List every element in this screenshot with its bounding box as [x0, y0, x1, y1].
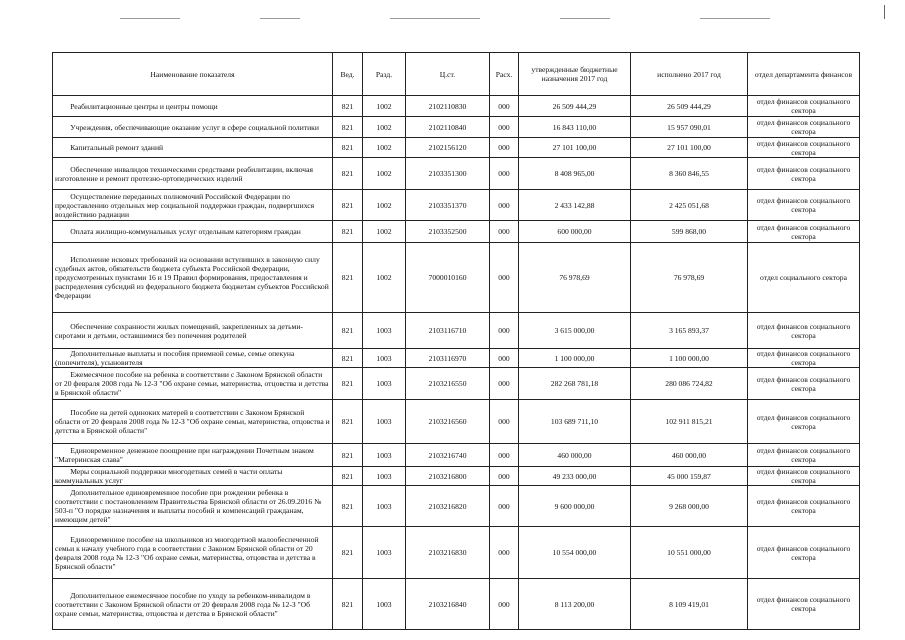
header-dept: отдел департамента финансов — [748, 53, 860, 96]
cell-executed: 27 101 100,00 — [631, 138, 748, 158]
cell-dept: отдел финансов социального сектора — [748, 349, 860, 368]
cell-approved: 8 408 965,00 — [519, 158, 631, 190]
cell-name: Учреждения, обеспечивающие оказание услуг в сфере социальной политики — [53, 117, 333, 138]
cell-ved: 821 — [333, 158, 363, 190]
table-row — [53, 243, 860, 313]
cell-ved: 821 — [333, 467, 363, 486]
table-row — [53, 158, 860, 190]
cell-ved: 821 — [333, 368, 363, 400]
cell-approved: 3 615 000,00 — [519, 313, 631, 349]
header-executed: исполнено 2017 год — [631, 53, 748, 96]
cell-dept: отдел финансов социального сектора — [748, 313, 860, 349]
table-header-row — [53, 53, 860, 96]
cell-ved: 821 — [333, 117, 363, 138]
cell-razd: 1002 — [363, 96, 406, 117]
cell-executed: 599 868,00 — [631, 221, 748, 243]
cell-razd: 1003 — [363, 486, 406, 527]
cell-cst: 2103216740 — [406, 444, 490, 467]
cell-ved: 821 — [333, 313, 363, 349]
cell-ved: 821 — [333, 221, 363, 243]
cell-razd: 1003 — [363, 579, 406, 630]
cell-approved: 27 101 100,00 — [519, 138, 631, 158]
cell-ved: 821 — [333, 579, 363, 630]
cell-approved: 9 600 000,00 — [519, 486, 631, 527]
table-row — [53, 221, 860, 243]
cell-approved: 16 843 110,00 — [519, 117, 631, 138]
table-row — [53, 190, 860, 221]
cell-name: Обеспечение сохранности жилых помещений, закрепленных за детьми-сиротами и детьми, оставшимися без попечения родителей — [53, 313, 333, 349]
scan-artifacts — [0, 0, 905, 30]
table-row — [53, 527, 860, 579]
table-row — [53, 444, 860, 467]
cell-name: Пособие на детей одиноких матерей в соответствии с Законом Брянской области от 20 февраля 2008 года № 12-З "Об охране семьи, материнства, отцовства и детства в Брянской области" — [53, 400, 333, 444]
cell-cst: 2103216560 — [406, 400, 490, 444]
cell-cst: 2103351300 — [406, 158, 490, 190]
cell-executed: 102 911 815,21 — [631, 400, 748, 444]
cell-ved: 821 — [333, 486, 363, 527]
cell-rash: 000 — [490, 467, 519, 486]
cell-razd: 1003 — [363, 349, 406, 368]
cell-rash: 000 — [490, 138, 519, 158]
cell-cst: 2103216840 — [406, 579, 490, 630]
cell-name: Исполнение исковых требований на основании вступивших в законную силу судебных актов, обязательств бюджета субъекта Российской Федерации, предусмотренных пунктами 16 и 19 Правил формирования, предоставления и распределения субсидий из федерального бюджета бюджетам субъектов Российской Федерации — [53, 243, 333, 313]
cell-executed: 1 100 000,00 — [631, 349, 748, 368]
cell-name: Реабилитационные центры и центры помощи — [53, 96, 333, 117]
scan-speck — [390, 18, 480, 19]
cell-ved: 821 — [333, 190, 363, 221]
cell-rash: 000 — [490, 368, 519, 400]
header-ved: Вед. — [333, 53, 363, 96]
table-row — [53, 96, 860, 117]
cell-name: Осуществление переданных полномочий Российской Федерации по предоставлению отдельных мер социальной поддержки граждан, подвергшихся воздействию радиации — [53, 190, 333, 221]
header-cst: Ц.ст. — [406, 53, 490, 96]
cell-ved: 821 — [333, 527, 363, 579]
scan-speck — [120, 18, 180, 19]
cell-cst: 2103116710 — [406, 313, 490, 349]
cell-rash: 000 — [490, 349, 519, 368]
cell-razd: 1003 — [363, 527, 406, 579]
cell-dept: отдел социального сектора — [748, 243, 860, 313]
cell-dept: отдел финансов социального сектора — [748, 467, 860, 486]
table-row — [53, 138, 860, 158]
cell-dept: отдел финансов социального сектора — [748, 158, 860, 190]
table-row — [53, 349, 860, 368]
table-row — [53, 400, 860, 444]
cell-ved: 821 — [333, 243, 363, 313]
cell-rash: 000 — [490, 444, 519, 467]
cell-approved: 600 000,00 — [519, 221, 631, 243]
cell-dept: отдел финансов социального сектора — [748, 138, 860, 158]
cell-name: Ежемесячное пособие на ребенка в соответствии с Законом Брянской области от 20 февраля 2008 года № 12-З "Об охране семьи, материнства, отцовства и детства в Брянской области" — [53, 368, 333, 400]
cell-razd: 1002 — [363, 221, 406, 243]
table-row — [53, 368, 860, 400]
table-row — [53, 579, 860, 630]
cell-name: Обеспечение инвалидов техническими средствами реабилитации, включая изготовление и ремонт протезно-ортопедических изделий — [53, 158, 333, 190]
cell-dept: отдел финансов социального сектора — [748, 368, 860, 400]
cell-executed: 9 268 000,00 — [631, 486, 748, 527]
cell-rash: 000 — [490, 579, 519, 630]
cell-ved: 821 — [333, 96, 363, 117]
cell-razd: 1003 — [363, 400, 406, 444]
cell-cst: 2102156120 — [406, 138, 490, 158]
cell-dept: отдел финансов социального сектора — [748, 117, 860, 138]
cell-executed: 8 109 419,01 — [631, 579, 748, 630]
cell-dept: отдел финансов социального сектора — [748, 96, 860, 117]
cell-name: Дополнительное единовременное пособие при рождении ребенка в соответствии с постановлением Правительства Брянской области от 26.09.2016 № 503-п "О порядке назначения и выплаты пособий и компенсаций гражданам, имеющим детей" — [53, 486, 333, 527]
cell-razd: 1002 — [363, 158, 406, 190]
cell-rash: 000 — [490, 117, 519, 138]
cell-razd: 1003 — [363, 444, 406, 467]
cell-executed: 3 165 893,37 — [631, 313, 748, 349]
cell-razd: 1003 — [363, 368, 406, 400]
cell-razd: 1003 — [363, 313, 406, 349]
cell-executed: 26 509 444,29 — [631, 96, 748, 117]
cell-rash: 000 — [490, 158, 519, 190]
cell-cst: 2103216550 — [406, 368, 490, 400]
cell-razd: 1002 — [363, 190, 406, 221]
cell-executed: 76 978,69 — [631, 243, 748, 313]
cell-name: Капитальный ремонт зданий — [53, 138, 333, 158]
cell-rash: 000 — [490, 400, 519, 444]
cell-dept: отдел финансов социального сектора — [748, 527, 860, 579]
cell-approved: 10 554 000,00 — [519, 527, 631, 579]
cell-ved: 821 — [333, 138, 363, 158]
cell-name: Единовременное пособие на школьников из многодетной малообеспеченной семьи к началу учебного года в соответствии с Законом Брянской области от 20 февраля 2008 года № 12-З "Об охране семьи, материнства, отцовства и детства в Брянской области" — [53, 527, 333, 579]
scan-speck — [260, 18, 300, 19]
cell-cst: 7000010160 — [406, 243, 490, 313]
cell-rash: 000 — [490, 96, 519, 117]
cell-executed: 10 551 000,00 — [631, 527, 748, 579]
cell-dept: отдел финансов социального сектора — [748, 190, 860, 221]
header-razd: Разд. — [363, 53, 406, 96]
cell-ved: 821 — [333, 400, 363, 444]
cell-ved: 821 — [333, 349, 363, 368]
cell-razd: 1002 — [363, 243, 406, 313]
cell-approved: 103 689 711,10 — [519, 400, 631, 444]
header-approved: утвержденные бюджетные назначения 2017 год — [519, 53, 631, 96]
table-row — [53, 467, 860, 486]
cell-cst: 2103216820 — [406, 486, 490, 527]
cell-executed: 280 086 724,82 — [631, 368, 748, 400]
table-row — [53, 117, 860, 138]
cell-executed: 2 425 051,68 — [631, 190, 748, 221]
cell-dept: отдел финансов социального сектора — [748, 444, 860, 467]
cell-name: Дополнительное ежемесячное пособие по уходу за ребенком-инвалидом в соответствии с Законом Брянской области от 20 февраля 2008 года № 12-З "Об охране семьи, материнства, отцовства и детства в Брянской области" — [53, 579, 333, 630]
table-body — [53, 96, 860, 630]
cell-executed: 15 957 090,01 — [631, 117, 748, 138]
cell-cst: 2103216800 — [406, 467, 490, 486]
budget-execution-table — [52, 52, 860, 630]
cell-dept: отдел финансов социального сектора — [748, 221, 860, 243]
cell-rash: 000 — [490, 221, 519, 243]
cell-razd: 1002 — [363, 138, 406, 158]
cell-approved: 282 268 781,18 — [519, 368, 631, 400]
cell-dept: отдел финансов социального сектора — [748, 400, 860, 444]
cell-cst: 2103216830 — [406, 527, 490, 579]
cell-approved: 49 233 000,00 — [519, 467, 631, 486]
scan-speck — [700, 18, 770, 19]
cell-name: Дополнительные выплаты и пособия приемной семье, семье опекуна (попечителя), усыновителя — [53, 349, 333, 368]
cell-cst: 2102110840 — [406, 117, 490, 138]
cell-cst: 2103352500 — [406, 221, 490, 243]
cell-ved: 821 — [333, 444, 363, 467]
cell-cst: 2102110830 — [406, 96, 490, 117]
cell-executed: 45 000 159,87 — [631, 467, 748, 486]
cell-cst: 2103116970 — [406, 349, 490, 368]
header-name: Наименование показателя — [53, 53, 333, 96]
table-row — [53, 313, 860, 349]
cell-name: Единовременное денежное поощрение при награждении Почетным знаком "Материнская слава" — [53, 444, 333, 467]
cell-rash: 000 — [490, 243, 519, 313]
cell-rash: 000 — [490, 527, 519, 579]
cell-razd: 1002 — [363, 117, 406, 138]
cell-executed: 8 360 846,55 — [631, 158, 748, 190]
cell-name: Оплата жилищно-коммунальных услуг отдельным категориям граждан — [53, 221, 333, 243]
header-rash: Расх. — [490, 53, 519, 96]
cell-approved: 26 509 444,29 — [519, 96, 631, 117]
cell-name: Меры социальной поддержки многодетных семей в части оплаты коммунальных услуг — [53, 467, 333, 486]
cell-approved: 1 100 000,00 — [519, 349, 631, 368]
cell-dept: отдел финансов социального сектора — [748, 579, 860, 630]
cell-rash: 000 — [490, 486, 519, 527]
scan-speck — [560, 18, 610, 19]
cell-executed: 460 000,00 — [631, 444, 748, 467]
cell-rash: 000 — [490, 313, 519, 349]
cell-approved: 2 433 142,88 — [519, 190, 631, 221]
cell-cst: 2103351370 — [406, 190, 490, 221]
scan-edge-line — [884, 5, 885, 19]
cell-dept: отдел финансов социального сектора — [748, 486, 860, 527]
table-row — [53, 486, 860, 527]
cell-rash: 000 — [490, 190, 519, 221]
cell-approved: 8 113 200,00 — [519, 579, 631, 630]
cell-razd: 1003 — [363, 467, 406, 486]
cell-approved: 460 000,00 — [519, 444, 631, 467]
cell-approved: 76 978,69 — [519, 243, 631, 313]
